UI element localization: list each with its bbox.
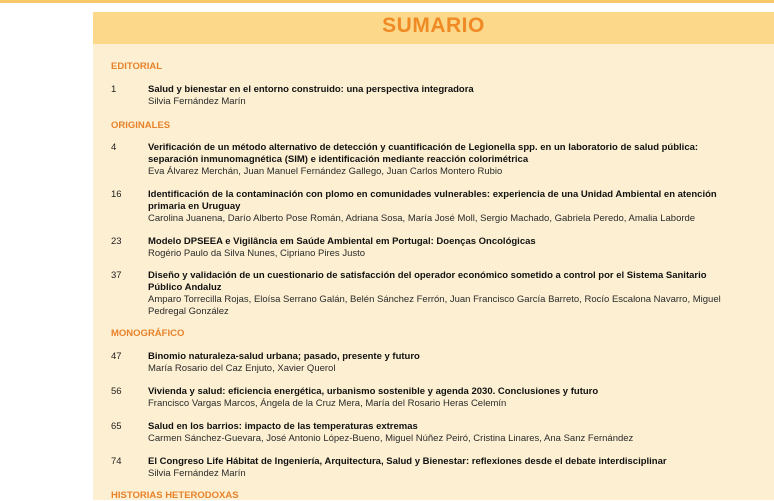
entry-authors: Carolina Juanena, Darío Alberto Pose Román, Adriana Sosa, María José Moll, Sergio Machado, Gabriela Peredo, Amalia Laborde <box>148 213 696 224</box>
top-decorative-strip <box>0 0 774 3</box>
section-heading-originales: ORIGINALES <box>111 120 171 131</box>
section-heading-historias-heterodoxas: HISTORIAS HETERODOXAS <box>111 490 239 501</box>
page-number: 74 <box>111 456 122 467</box>
entry-title[interactable]: Modelo DPSEEA e Vigilância em Saúde Ambiental em Portugal: Doenças Oncológicas <box>148 236 536 247</box>
page-number: 65 <box>111 421 122 432</box>
entry-title[interactable]: Vivienda y salud: eficiencia energética, urbanismo sostenible y agenda 2030. Conclusiones y futuro <box>148 386 599 397</box>
entry-title[interactable]: Salud en los barrios: impacto de las temperaturas extremas <box>148 421 418 432</box>
entry-authors: Rogério Paulo da Silva Nunes, Cipriano Pires Justo <box>148 248 366 259</box>
entry-title[interactable]: El Congreso Life Hábitat de Ingeniería, Arquitectura, Salud y Bienestar: reflexiones desde el debate interdisciplinar <box>148 456 667 467</box>
page-number: 4 <box>111 142 117 153</box>
page-number: 56 <box>111 386 122 397</box>
entry-authors: Silvia Fernández Marín <box>148 96 246 107</box>
entry-authors: Amparo Torrecilla Rojas, Eloísa Serrano Galán, Belén Sánchez Ferrón, Juan Francisco García Barreto, Rocío Escalona Navarro, Miguel Pedregal González <box>148 294 721 317</box>
entry-authors: Eva Álvarez Merchán, Juan Manuel Fernández Gallego, Juan Carlos Montero Rubio <box>148 166 503 177</box>
entry-title[interactable]: Salud y bienestar en el entorno construido: una perspectiva integradora <box>148 84 474 95</box>
page-number: 1 <box>111 84 117 95</box>
entry-title[interactable]: Binomio naturaleza-salud urbana; pasado, presente y futuro <box>148 351 420 362</box>
section-heading-editorial: EDITORIAL <box>111 61 163 72</box>
entry-authors: Carmen Sánchez-Guevara, José Antonio López-Bueno, Miguel Núñez Peiró, Cristina Linares, Ana Sanz Fernández <box>148 433 634 444</box>
entry-title[interactable]: Identificación de la contaminación con plomo en comunidades vulnerables: experiencia de una Unidad Ambiental en atención primaria en Uruguay <box>148 189 717 212</box>
page-title: SUMARIO <box>382 14 485 37</box>
entry-authors: Francisco Vargas Marcos, Ángela de la Cruz Mera, María del Rosario Heras Celemín <box>148 398 507 409</box>
page-number: 37 <box>111 270 122 281</box>
entry-title[interactable]: Verificación de un método alternativo de detección y cuantificación de Legionella spp. en un laboratorio de salud pública: separación inmunomagnética (SIM) e identificación mediante reacción colorimétrica <box>148 142 699 165</box>
page-number: 47 <box>111 351 122 362</box>
entry-authors: María Rosario del Caz Enjuto, Xavier Querol <box>148 363 336 374</box>
page-number: 16 <box>111 189 122 200</box>
section-heading-monografico: MONOGRÁFICO <box>111 328 185 339</box>
entry-title[interactable]: Diseño y validación de un cuestionario de satisfacción del operador económico sometido a control por el Sistema Sanitario Público Andaluz <box>148 270 707 293</box>
entry-authors: Silvia Fernández Marín <box>148 468 246 479</box>
page-number: 23 <box>111 236 122 247</box>
